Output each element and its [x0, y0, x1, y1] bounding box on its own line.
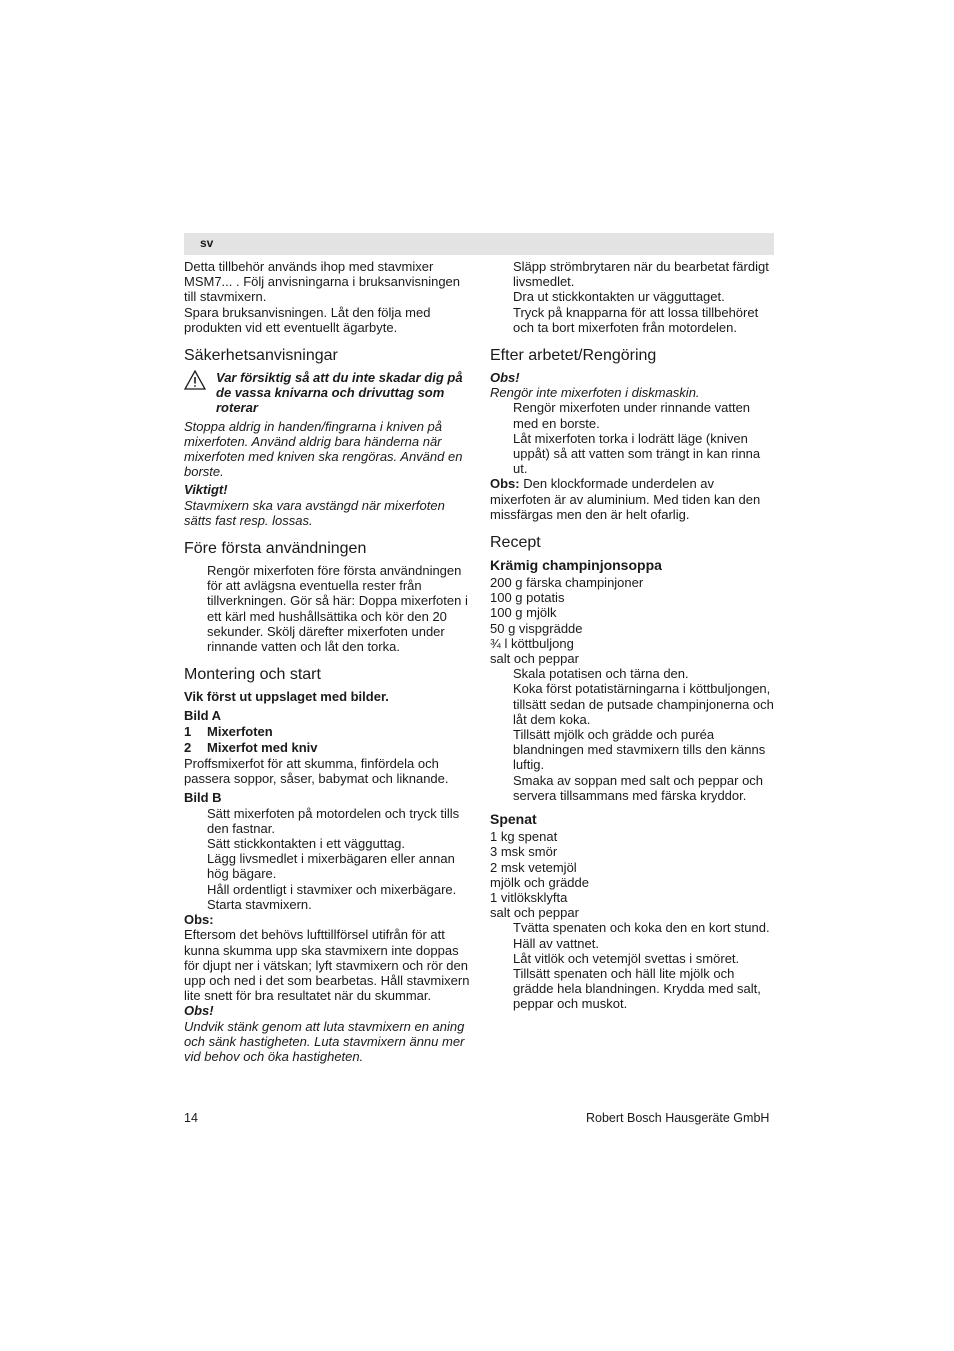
ingredient: 200 g färska champinjoner: [490, 575, 644, 591]
figure-a-label: Bild A: [184, 708, 222, 724]
intro-paragraph: Detta tillbehör används ihop med stavmixer MSM7... . Följ anvisningarna i bruksanvisningen till stavmixern.: [184, 259, 461, 305]
safety-heading: Säkerhetsanvisningar: [184, 347, 338, 365]
first-use-text: Rengör mixerfoten före första användningen för att avlägsna eventuella rester från tillverkningen. Gör så här: Doppa mixerfoten i ett kärl med hushållsättika och kör den 20 sekunder. Skölj därefter mixerfoten under rinnande vatten och låt den torka.: [207, 563, 468, 655]
step: Lägg livsmedlet i mixerbägaren eller annan hög bägare.: [207, 851, 455, 882]
footer-company: Robert Bosch Hausgeräte GmbH: [586, 1111, 770, 1125]
ingredient: salt och peppar: [490, 905, 579, 921]
after-obs-text: Rengör inte mixerfoten i diskmaskin.: [490, 385, 700, 401]
recipe-step: Smaka av soppan med salt och peppar och servera tillsammans med färska kryddor.: [513, 772, 764, 803]
important-label: Viktigt!: [184, 482, 228, 498]
ingredient: mjölk och grädde: [490, 874, 589, 890]
important-text: Stavmixern ska vara avstängd när mixerfoten sätts fast resp. lossas.: [184, 497, 445, 528]
after-use-heading: Efter arbetet/Rengöring: [490, 347, 657, 365]
clean-step: Låt mixerfoten torka i lodrätt läge (kniven uppåt) så att vatten som trängt in kan rinna ut.: [513, 430, 761, 477]
language-tag: sv: [200, 236, 214, 250]
first-use-heading: Före första användningen: [184, 540, 367, 558]
recipe-step: Skala potatisen och tärna den.: [513, 666, 689, 682]
soup-heading: Krämig champinjonsoppa: [490, 557, 662, 574]
left-column: [184, 259, 472, 1064]
item-label: Mixerfoten: [207, 724, 273, 740]
recipe-step: Tillsätt spenaten och häll lite mjölk och grädde hela blandningen. Krydda med salt, peppar och muskot.: [513, 965, 761, 1012]
pro-blade-text: Proffsmixerfot för att skumma, finfördela och passera soppor, såser, babymat och liknande.: [184, 756, 449, 787]
step: Sätt mixerfoten på motordelen och tryck tills den fastnar.: [207, 805, 460, 836]
step: Sätt stickkontakten i ett vägguttag.: [207, 836, 406, 852]
obs2-label: Obs!: [184, 1003, 214, 1019]
parts-list-item: [184, 724, 472, 740]
ingredient: salt och peppar: [490, 651, 579, 667]
item-number: 2: [184, 740, 192, 756]
aluminium-note: [490, 476, 778, 522]
ingredient: 2 msk vetemjöl: [490, 859, 577, 875]
figure-b-label: Bild B: [184, 789, 222, 805]
obs-text: Eftersom det behövs lufttillförsel utifrån för att kunna skumma upp ska stavmixern inte doppas för djupt ner i vätskan; lyft stavmixern och rör den upp och ned i det som bearbetas. Håll stavmixern lite snett för bra resultatet när du skummar.: [184, 927, 470, 1004]
recipe-heading: Recept: [490, 534, 541, 552]
intro-paragraph: Spara bruksanvisningen. Låt den följa med produkten vid ett eventuellt ägarbyte.: [184, 304, 431, 335]
ingredient: 50 g vispgrädde: [490, 620, 583, 636]
after-obs-label: Obs!: [490, 370, 520, 386]
warning-text: Var försiktig så att du inte skadar dig på de vassa knivarna och drivuttag som roterar: [216, 370, 463, 416]
recipe-step: Tillsätt mjölk och grädde och puréa blandningen med stavmixern tills den känns luftig.: [513, 727, 766, 773]
spinach-heading: Spenat: [490, 811, 537, 828]
step: Släpp strömbrytaren när du bearbetat färdigt livsmedlet.: [513, 259, 769, 290]
mount-heading: Montering och start: [184, 666, 321, 684]
ingredient: 3 msk smör: [490, 844, 558, 860]
warning-triangle-icon: [184, 370, 206, 393]
ingredient: ¾ l köttbuljong: [490, 635, 574, 651]
step: Starta stavmixern.: [207, 896, 312, 912]
ingredient: 1 kg spenat: [490, 829, 558, 845]
safety-text: Stoppa aldrig in handen/fingrarna i kniven på mixerfoten. Använd aldrig bara händerna när mixerfoten med kniven ska rengöras. Använd en borste.: [184, 418, 463, 480]
obs-label: Obs:: [184, 912, 214, 928]
step: Dra ut stickkontakten ur vägguttaget.: [513, 289, 725, 305]
obs2-text: Undvik stänk genom att luta stavmixern en aning och sänk hastigheten. Luta stavmixern ännu mer vid behov och öka hastigheten.: [184, 1018, 465, 1064]
parts-list-item: [184, 740, 472, 756]
recipe-step: Låt vitlök och vetemjöl svettas i smöret.: [513, 950, 740, 966]
recipe-step: Tvätta spenaten och koka den en kort stund. Häll av vattnet.: [513, 920, 770, 951]
fold-out-instruction: Vik först ut uppslaget med bilder.: [184, 689, 389, 705]
warning-block: [184, 370, 472, 416]
ingredient: 100 g mjölk: [490, 605, 557, 621]
step: Håll ordentligt i stavmixer och mixerbägare.: [207, 881, 457, 897]
clean-step: Rengör mixerfoten under rinnande vatten med en borste.: [513, 400, 751, 431]
ingredient: 100 g potatis: [490, 590, 565, 606]
aluminium-note-label: Obs:: [490, 476, 520, 492]
page-number: 14: [184, 1111, 198, 1125]
step: Tryck på knapparna för att lossa tillbehöret och ta bort mixerfoten från motordelen.: [513, 304, 759, 335]
item-number: 1: [184, 724, 192, 740]
recipe-step: Koka först potatistärningarna i köttbuljongen, tillsätt sedan de putsade champinjonerna och låt dem koka.: [513, 681, 774, 727]
language-bar: [184, 233, 774, 255]
right-column: [490, 259, 778, 1012]
aluminium-note-text: Den klockformade underdelen av mixerfoten är av aluminium. Med tiden kan den missfärgas men den är helt ofarlig.: [490, 476, 761, 522]
item-label: Mixerfot med kniv: [207, 740, 318, 756]
ingredient: 1 vitlöksklyfta: [490, 889, 568, 905]
